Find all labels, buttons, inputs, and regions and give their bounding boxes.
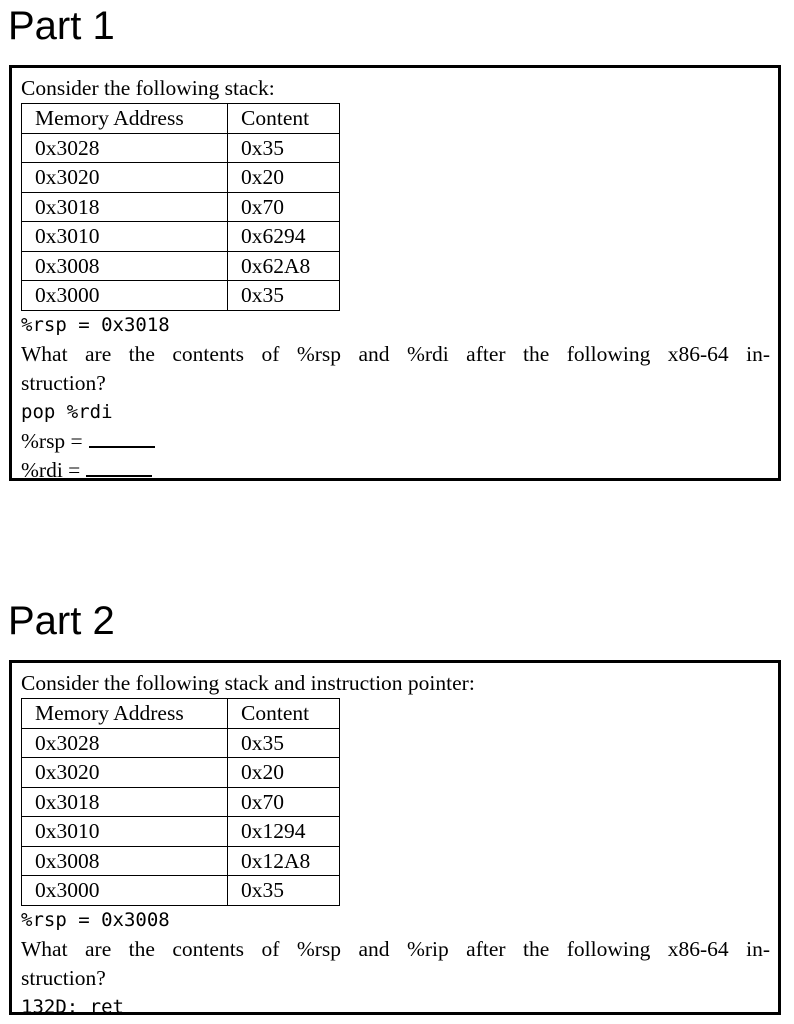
address-cell: 0x3028 xyxy=(22,133,228,163)
content-cell: 0x35 xyxy=(228,728,340,758)
content-cell: 0x20 xyxy=(228,163,340,193)
content-cell: 0x20 xyxy=(228,758,340,788)
part-1-answer-rsp xyxy=(21,427,770,456)
address-cell: 0x3020 xyxy=(22,758,228,788)
content-cell: 0x35 xyxy=(228,133,340,163)
address-cell: 0x3018 xyxy=(22,192,228,222)
address-cell: 0x3010 xyxy=(22,817,228,847)
address-cell: 0x3000 xyxy=(22,281,228,311)
table-row xyxy=(22,192,340,222)
part-2-rsp-value: %rsp = 0x3008 xyxy=(21,908,170,931)
part-2-intro: Consider the following stack and instruction pointer: xyxy=(21,671,475,695)
table-row xyxy=(22,251,340,281)
address-cell: 0x3028 xyxy=(22,728,228,758)
part-1-stack-table xyxy=(21,103,340,311)
table-row xyxy=(22,163,340,193)
part-2-instruction: 132D: ret xyxy=(21,995,124,1018)
address-cell: 0x3010 xyxy=(22,222,228,252)
content-cell: 0x35 xyxy=(228,281,340,311)
content-cell: 0x70 xyxy=(228,787,340,817)
content-cell: 0x1294 xyxy=(228,817,340,847)
table-row xyxy=(22,876,340,906)
part-1-answer-rdi xyxy=(21,456,770,485)
table-row xyxy=(22,133,340,163)
part-1-intro: Consider the following stack: xyxy=(21,76,275,100)
answer-rdi-label: %rdi = xyxy=(21,457,81,482)
part-2-heading: Part 2 xyxy=(8,599,115,643)
address-cell: 0x3018 xyxy=(22,787,228,817)
part-1-heading: Part 1 xyxy=(8,4,115,48)
table-row xyxy=(22,846,340,876)
part-1-rsp-value: %rsp = 0x3018 xyxy=(21,313,170,336)
content-cell: 0x70 xyxy=(228,192,340,222)
answer-rsp-label: %rsp = xyxy=(21,428,83,453)
address-cell: 0x3008 xyxy=(22,846,228,876)
content-cell: 0x6294 xyxy=(228,222,340,252)
part-1-instruction: pop %rdi xyxy=(21,400,113,423)
address-cell: 0x3008 xyxy=(22,251,228,281)
table-header-row xyxy=(22,699,340,729)
part-2-question-line-2: struction? xyxy=(21,965,106,990)
header-memory-address: Memory Address xyxy=(22,699,228,729)
table-row xyxy=(22,758,340,788)
content-cell: 0x12A8 xyxy=(228,846,340,876)
address-cell: 0x3000 xyxy=(22,876,228,906)
header-memory-address: Memory Address xyxy=(22,104,228,134)
table-row xyxy=(22,281,340,311)
content-cell: 0x62A8 xyxy=(228,251,340,281)
table-row xyxy=(22,222,340,252)
answer-rsp-blank[interactable] xyxy=(89,445,155,448)
content-cell: 0x35 xyxy=(228,876,340,906)
table-row xyxy=(22,787,340,817)
table-row xyxy=(22,728,340,758)
table-header-row xyxy=(22,104,340,134)
part-2-question-line-1: What are the contents of %rsp and %rip after the following x86-64 in- xyxy=(21,936,770,961)
header-content: Content xyxy=(228,699,340,729)
part-1-question-line-2: struction? xyxy=(21,370,106,395)
answer-rdi-blank[interactable] xyxy=(86,474,152,477)
address-cell: 0x3020 xyxy=(22,163,228,193)
header-content: Content xyxy=(228,104,340,134)
part-2-stack-table xyxy=(21,698,340,906)
part-1-question-line-1: What are the contents of %rsp and %rdi after the following x86-64 in- xyxy=(21,341,770,366)
part-1-problem-box xyxy=(9,65,781,481)
part-2-problem-box xyxy=(9,660,781,1018)
table-row xyxy=(22,817,340,847)
